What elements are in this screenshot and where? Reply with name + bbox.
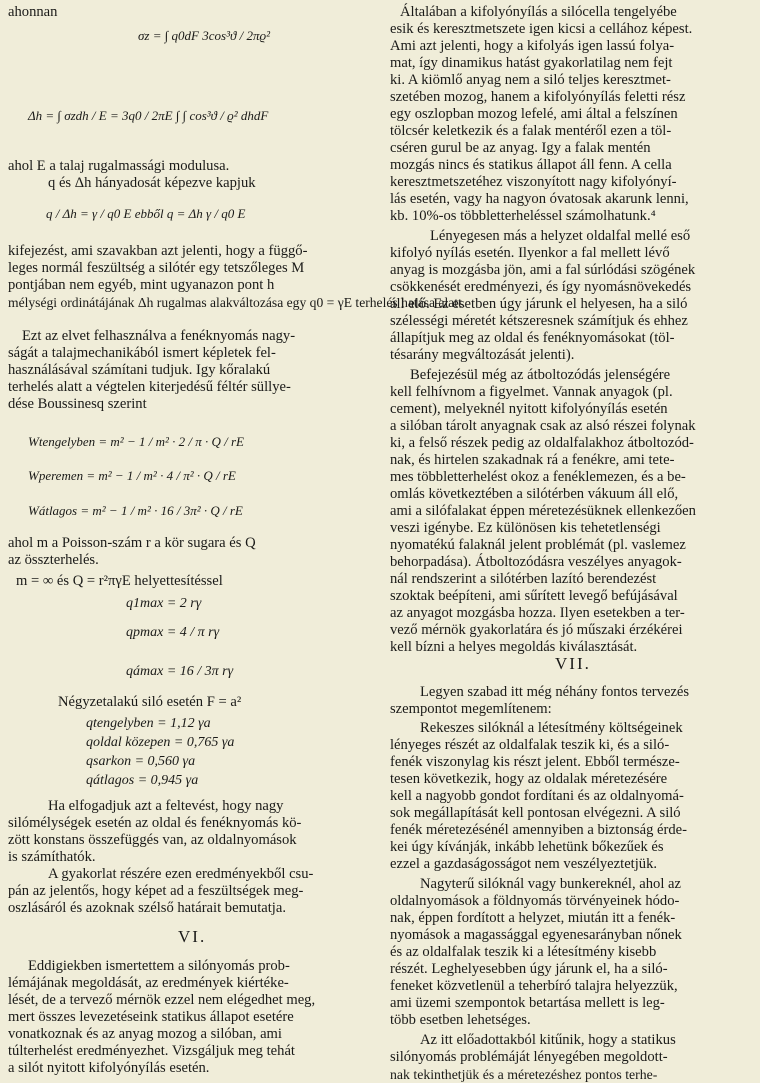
text-line: nyomatékú falaknál jelent problémát (pl. vaslemez <box>390 537 686 553</box>
text-line: pán az jelentős, hogy képet ad a feszültségek meg- <box>8 883 304 899</box>
text-line: Befejezésül még az átboltozódás jelenségére <box>410 367 671 383</box>
equation-q-max-a: qámax = 16 / 3π rγ <box>126 664 234 679</box>
text-line: veszi igénybe. Ez különösen kis tehetetlenségi <box>390 520 661 536</box>
text-line: fenék viszonylag kis részt jelent. Ebből természe- <box>390 754 680 770</box>
text-line: Az itt előadottakból kitűnik, hogy a statikus <box>420 1032 676 1048</box>
text-line: cement), melyeknél nyitott kifolyónyílás esetén <box>390 401 668 417</box>
text-line: lését, de a tervező mérnök ezzel nem elégedhet meg, <box>8 992 316 1008</box>
text-line: csökkenését eredményezi, és így nyomásnövekedés <box>390 279 692 295</box>
text-line: Lényegesen más a helyzet oldalfal mellé eső <box>430 228 691 244</box>
equation-square-3: qsarkon = 0,560 γa <box>86 754 196 769</box>
text-line: szempontot megemlítenem: <box>390 701 552 717</box>
equation-square-4: qátlagos = 0,945 γa <box>86 773 199 788</box>
text-line: állapítjuk meg az oldal és fenéknyomásokat (töl- <box>390 330 675 346</box>
text-line: Legyen szabad itt még néhány fontos tervezés <box>420 684 690 700</box>
equation-w-tengelyben: Wtengelyben = m² − 1 / m² · 2 / π · Q / rE <box>28 434 244 449</box>
text-line: nak, és hirtelen szakadnak rá a fenékre, ami tete- <box>390 452 675 468</box>
text-line: keresztmetszetéhez viszonyított nagy kifolyónyí- <box>390 174 677 190</box>
text-line: A gyakorlat részére ezen eredményekből csu- <box>48 866 314 882</box>
equation-delta-h: Δh = ∫ σzdh / E = 3q0 / 2πE ∫ ∫ cos³ϑ / ϱ² dhdF <box>28 108 269 123</box>
text-line: Rekeszes silóknál a létesítmény költségeinek <box>420 720 683 736</box>
equation-w-atlagos: Wátlagos = m² − 1 / m² · 16 / 3π² · Q / rE <box>28 503 243 518</box>
text-line: ahonnan <box>8 4 58 20</box>
text-line: kell bízni a helyes megoldás kiválasztását. <box>390 639 638 655</box>
text-line: lás esetén, vagy ha nagyon óvatosak akarunk lenni, <box>390 191 689 207</box>
text-line: ahol m a Poisson-szám r a kör sugara és Q <box>8 535 256 551</box>
text-line: részét. Leghelyesebben úgy járunk el, ha a siló- <box>390 961 668 977</box>
text-line: túlterhelést eredményezhet. Vizsgáljuk meg tehát <box>8 1043 295 1059</box>
equation-q-max-1: q1max = 2 rγ <box>126 596 202 611</box>
text-line: mélységi ordinátájának Δh rugalmas alakváltozása egy q0 = γE terhelés hatása alatt. <box>8 295 466 310</box>
text-line: nál rendszerint a silótérben lazító berendezést <box>390 571 657 587</box>
text-line: szoktak beépíteni, ami sűrített levegő befújásával <box>390 588 678 604</box>
text-line: ságát a talajmechanikából ismert képletek fel- <box>8 345 276 361</box>
text-line: az anyagot mozgásba hozza. Ilyen esetekben a ter- <box>390 605 685 621</box>
text-line: vonatkoznak és az anyag mozog a silóban, ami <box>8 1026 282 1042</box>
text-line: sok megállapítását kell pontosan elvégezni. A siló <box>390 805 681 821</box>
text-line: mozgás nincs és statikus állapot áll fenn. A cella <box>390 157 672 173</box>
text-line: Eddigiekben ismertettem a silónyomás prob- <box>28 958 290 974</box>
text-line: használásával számítani tudjuk. Igy kőralakú <box>8 362 271 378</box>
section-heading-vii: VII. <box>555 654 591 673</box>
text-line: Négyzetalakú siló esetén F = a² <box>58 694 242 710</box>
text-line: dése Boussinesq szerint <box>8 396 147 412</box>
text-line: kifolyó nyílás esetén. Ilyenkor a fal mellett lévő <box>390 245 670 261</box>
text-line: cséren gurul be az anyag. Igy a falak mentén <box>390 140 651 156</box>
text-line: fenék méretezésénél amennyiben a biztonság érde- <box>390 822 687 838</box>
text-line: m = ∞ és Q = r²πγE helyettesítéssel <box>16 573 223 589</box>
text-line: nak tekinthetjük és a méretezéshez pontos terhe- <box>390 1067 658 1082</box>
text-line: silónyomás problémáját lényegében megoldott- <box>390 1049 668 1065</box>
text-line: oldalnyomások a földnyomás törvényeinek hódo- <box>390 893 680 909</box>
text-line: nyomások a magassággal egyenesarányban nőnek <box>390 927 682 943</box>
equation-w-peremen: Wperemen = m² − 1 / m² · 4 / π² · Q / rE <box>28 468 236 483</box>
text-line: egy oszlopban mozog lefelé, ami által a felszínen <box>390 106 678 122</box>
text-line: kell felhívnom a figyelmet. Vannak anyagok (pl. <box>390 384 673 400</box>
text-line: terhelés alatt a végtelen kiterjedésű féltér süllye- <box>8 379 291 395</box>
text-line: ezzel a gazdaságosságot nem veszélyeztetjük. <box>390 856 658 872</box>
equation-square-2: qoldal közepen = 0,765 γa <box>86 735 235 750</box>
text-line: Általában a kifolyónyílás a silócella tengelyébe <box>400 4 677 20</box>
text-line: omlás következtében a silótérben vákuum áll elő, <box>390 486 679 502</box>
text-line: oszlásáról és azoknak szélső határait bemutatja. <box>8 900 286 916</box>
text-line: tésarány megváltozását jelenti). <box>390 347 575 363</box>
text-line: mat, így dinamikus hatást gyakorlatilag nem fejt <box>390 55 673 71</box>
text-line: is számíthatók. <box>8 849 96 865</box>
text-line: tölcsér keletkezik és a falak mentéről ezen a töl- <box>390 123 672 139</box>
equation-q-max-p: qpmax = 4 / π rγ <box>126 625 220 640</box>
text-line: a silóban tárolt anyagnak csak az alsó részei folynak <box>390 418 696 434</box>
text-line: Ezt az elvet felhasználva a fenéknyomás nagy- <box>22 328 296 344</box>
text-line: több esetben lehetséges. <box>390 1012 531 1028</box>
text-line: leges normál feszültség a silótér egy tetszőleges M <box>8 260 305 276</box>
text-line: mert összes levezetéseink statikus állapot esetére <box>8 1009 294 1025</box>
text-line: zött konstans összefüggés van, az oldalnyomások <box>8 832 297 848</box>
text-line: kifejezést, ami szavakban azt jelenti, hogy a függő- <box>8 243 308 259</box>
text-line: szélességi méretét kétszeresnek számítjuk és ehhez <box>390 313 688 329</box>
text-line: ki. A kiömlő anyag nem a siló teljes keresztmet- <box>390 72 671 88</box>
text-line: kei úgy kívánják, inkább lehetünk bőkezűek és <box>390 839 664 855</box>
text-line: behorpadása). Átboltozódásra veszélyes anyagok- <box>390 554 682 570</box>
text-line: lémájának megoldását, az eredmények kiértéke- <box>8 975 289 991</box>
text-line: vező mérnök gyakorlatára és jó műszaki érzékérei <box>390 622 683 638</box>
text-line: feneket közvetlenül a teherbíró talajra helyezzük, <box>390 978 678 994</box>
text-line: szetében mozog, hanem a kifolyónyílás feletti rész <box>390 89 686 105</box>
text-line: a silót nyitott kifolyónyílás esetén. <box>8 1060 210 1076</box>
text-line: ami a silófalakat éppen méretezésüknek ellenkezően <box>390 503 696 519</box>
text-line: Ami azt jelenti, hogy a kifolyás igen lassú folya- <box>390 38 675 54</box>
text-line: tesen következik, hogy az oldalak méretezésére <box>390 771 668 787</box>
text-line: ami üzemi szempontok betartása mellett is leg- <box>390 995 665 1011</box>
text-line: kb. 10%-os többletterheléssel számolhatunk.⁴ <box>390 208 656 224</box>
text-line: ki, a felső részek pedig az oldalfalakhoz átboltozód- <box>390 435 694 451</box>
section-heading-vi: VI. <box>178 927 207 946</box>
equation-q-ratio: q / Δh = γ / q0 E ebből q = Δh γ / q0 E <box>46 206 246 221</box>
text-line: nak, éppen fordított a helyzet, miután itt a fenék- <box>390 910 676 926</box>
text-line: anyag is mozgásba jön, ami a fal súrlódási szögének <box>390 262 696 278</box>
text-line: q és Δh hányadosát képezve kapjuk <box>48 175 256 191</box>
text-line: esik és keresztmetszete igen kicsi a cellához képest. <box>390 21 693 37</box>
text-line: Ha elfogadjuk azt a feltevést, hogy nagy <box>48 798 284 814</box>
text-line: mes többletterhelést okoz a fenéklemezen, és a be- <box>390 469 686 485</box>
equation-square-1: qtengelyben = 1,12 γa <box>86 716 211 731</box>
text-line: pontjában nem egyéb, mint ugyanazon pont h <box>8 277 275 293</box>
text-line: kell a nagyobb gondot fordítani és az oldalnyomá- <box>390 788 684 804</box>
text-line: Nagyterű silóknál vagy bunkereknél, ahol az <box>420 876 681 892</box>
equation-sigma: σz = ∫ q0dF 3cos³ϑ / 2πϱ² <box>138 28 270 43</box>
text-line: ahol E a talaj rugalmassági modulusa. <box>8 158 230 174</box>
text-line: áll elő. Ez esetben úgy járunk el helyesen, ha a siló <box>390 296 688 312</box>
text-line: és az oldalfalak teszik ki a létesítmény kisebb <box>390 944 657 960</box>
text-line: az összterhelés. <box>8 552 99 568</box>
text-line: lényeges részét az oldalfalak teszik ki, és a siló- <box>390 737 670 753</box>
text-line: silómélységek esetén az oldal és fenéknyomás kö- <box>8 815 302 831</box>
